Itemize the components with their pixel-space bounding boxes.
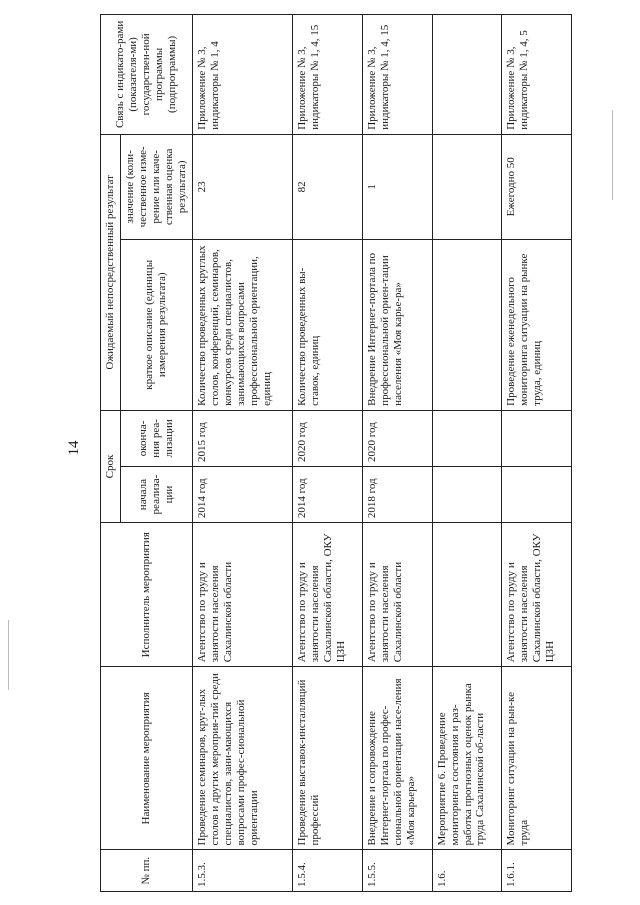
measures-table-wrapper bbox=[100, 20, 557, 892]
cell-no: 1.5.3. bbox=[192, 850, 292, 892]
cell-start bbox=[502, 466, 572, 522]
cell-name: Проведение выставок-инсталляций профессий bbox=[293, 667, 363, 850]
cell-no: 1.5.5. bbox=[362, 850, 432, 892]
scan-edge-mark bbox=[612, 110, 613, 200]
cell-end: 2020 год bbox=[293, 410, 363, 466]
cell-executor: Агентство по труду и занятости населения Сахалинской области, ОКУ ЦЗН bbox=[502, 523, 572, 667]
cell-no: 1.6. bbox=[432, 850, 502, 892]
table-row bbox=[362, 15, 432, 892]
cell-name: Внедрение и сопровождение Интернет-портала по профес-сиональной ориентации насе-ления «Моя карьера» bbox=[362, 667, 432, 850]
table-row bbox=[293, 15, 363, 892]
cell-link: Приложение № 3, индикаторы № 1, 4, 5 bbox=[502, 15, 572, 135]
cell-start: 2014 год bbox=[293, 466, 363, 522]
cell-desc bbox=[432, 239, 502, 410]
cell-name: Проведение семинаров, круг-лых столов и других мероприя-тий среди специалистов, зани-мающихся вопросами профес-сиональной ориентации bbox=[192, 667, 292, 850]
table-body bbox=[192, 15, 571, 892]
cell-desc: Количество проведенных вы-ставок, единиц bbox=[293, 239, 363, 410]
header-name: Наименование мероприятия bbox=[101, 667, 193, 850]
table-row bbox=[502, 15, 572, 892]
cell-value: Ежегодно 50 bbox=[502, 134, 572, 239]
cell-name: Мониторинг ситуации на рын-ке труда bbox=[502, 667, 572, 850]
header-result: Ожидаемый непосредственный результат bbox=[101, 134, 121, 410]
header-result-desc: краткое описание (единицы измерения результата) bbox=[120, 239, 192, 410]
cell-link: Приложение № 3, индикаторы № 1, 4, 15 bbox=[293, 15, 363, 135]
header-link: Связь с индикато-рами (показателя-ми) государствен-ной программы (подпрограммы) bbox=[101, 15, 193, 135]
table-header bbox=[101, 15, 193, 892]
cell-executor bbox=[432, 523, 502, 667]
cell-executor: Агентство по труду и занятости населения Сахалинской области bbox=[362, 523, 432, 667]
cell-desc: Внедрение Интернет-портала по профессиональной ориен-тации населения «Моя карье-ра» bbox=[362, 239, 432, 410]
header-executor: Исполнитель мероприятия bbox=[101, 523, 193, 667]
cell-link: Приложение № 3, индикаторы № 1, 4 bbox=[192, 15, 292, 135]
header-term: Срок bbox=[101, 410, 121, 522]
header-term-start: начала реализа-ции bbox=[120, 466, 192, 522]
measures-table bbox=[100, 14, 572, 892]
cell-executor: Агентство по труду и занятости населения Сахалинской области bbox=[192, 523, 292, 667]
cell-link: Приложение № 3, индикаторы № 1, 4, 15 bbox=[362, 15, 432, 135]
table-row bbox=[192, 15, 292, 892]
cell-start bbox=[432, 466, 502, 522]
cell-executor: Агентство по труду и занятости населения Сахалинской области, ОКУ ЦЗН bbox=[293, 523, 363, 667]
cell-desc: Количество проведенных круглых столов, конференций, семинаров, конкурсов среди специалистов, занимающихся вопросами профессиональной ориентации, единиц bbox=[192, 239, 292, 410]
cell-no: 1.6.1. bbox=[502, 850, 572, 892]
cell-link bbox=[432, 15, 502, 135]
cell-no: 1.5.4. bbox=[293, 850, 363, 892]
cell-end bbox=[502, 410, 572, 466]
cell-end bbox=[432, 410, 502, 466]
cell-desc: Проведение еженедельного мониторинга ситуации на рынке труда, единиц bbox=[502, 239, 572, 410]
cell-value: 23 bbox=[192, 134, 292, 239]
scan-edge-mark bbox=[8, 620, 9, 690]
cell-value bbox=[432, 134, 502, 239]
cell-start: 2014 год bbox=[192, 466, 292, 522]
header-term-end: оконча-ния реа-лизации bbox=[120, 410, 192, 466]
table-row bbox=[432, 15, 502, 892]
cell-name: Мероприятие 6. Проведение мониторинга состояния и раз-работка прогнозных оценок рынка труда Сахалинской об-ласти bbox=[432, 667, 502, 850]
cell-value: 1 bbox=[362, 134, 432, 239]
cell-value: 82 bbox=[293, 134, 363, 239]
header-result-value: значение (коли-чественное изме-рение или каче-ственная оценка результата) bbox=[120, 134, 192, 239]
page-number: 14 bbox=[66, 440, 82, 456]
cell-end: 2015 год bbox=[192, 410, 292, 466]
header-no: № пп. bbox=[101, 850, 193, 892]
cell-start: 2018 год bbox=[362, 466, 432, 522]
cell-end: 2020 год bbox=[362, 410, 432, 466]
